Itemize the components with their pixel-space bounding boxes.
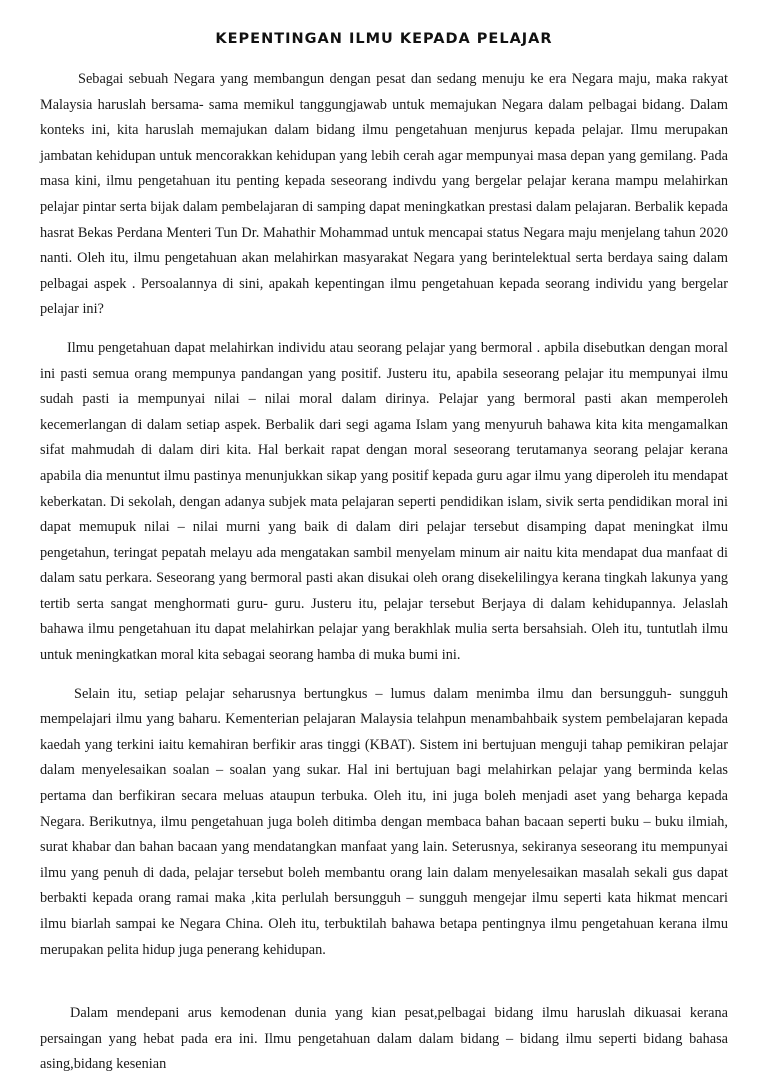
document-body [40,67,728,1078]
paragraph-1: Sebagai sebuah Negara yang membangun dengan pesat dan sedang menuju ke era Negara maju, maka rakyat Malaysia haruslah bersama- sama memikul tanggungjawab untuk memajukan Negara dalam pelbagai bidang. Dalam konteks ini, kita haruslah memajukan dalam bidang ilmu pengetahuan menjurus kepada pelajar. Ilmu merupakan jambatan kehidupan untuk mencorakkan kehidupan yang lebih cerah agar mempunyai masa depan yang gemilang. Pada masa kini, ilmu pengetahuan itu penting kepada seseorang indivdu yang bergelar pelajar kerana mampu melahirkan pelajar pintar serta bijak dalam pembelajaran di samping dapat meningkatkan prestasi dalam pelajaran. Berbalik kepada hasrat Bekas Perdana Menteri Tun Dr. Mahathir Mohammad untuk mencapai status Negara maju menjelang tahun 2020 nanti. Oleh itu, ilmu pengetahuan akan melahirkan masyarakat Negara yang berintelektual serta berdaya saing dalam pelbagai aspek . Persoalannya di sini, apakah kepentingan ilmu pengetahuan kepada seorang individu yang bergelar pelajar ini? [40,71,728,318]
paragraph-2: Ilmu pengetahuan dapat melahirkan individu atau seorang pelajar yang bermoral . apbila disebutkan dengan moral ini pasti semua orang mempunya pandangan yang positif. Justeru itu, apabila seseorang pelajar itu mempunyai ilmu sudah pasti ia mempunyai nilai – nilai moral dalam dirinya. Pelajar yang bermoral pasti akan memperoleh kecemerlangan di dalam setiap aspek. Berbalik dari segi agama Islam yang menyuruh bahawa kita kita mengamalkan sifat mahmudah di dalam diri kita. Hal berkait rapat dengan moral seseorang terutamanya seorang pelajar kerana apabila dia menuntut ilmu pastinya menunjukkan sikap yang positif kepada guru agar ilmu yang diperoleh itu mendapat keberkatan. Di sekolah, dengan adanya subjek mata pelajaran seperti pendidikan islam, sivik serta pendidikan moral ini dapat memupuk nilai – nilai murni yang baik di dalam diri pelajar tersebut disamping dapat meningkat ilmu pengetahun, teringat pepatah melayu ada mengatakan sambil menyelam minum air naitu kita mendapat dua manfaat di dalam satu perkara. Seseorang yang bermoral pasti akan disukai oleh orang disekelilingya kerana tingkah lakunya yang tertib serta sangat menghormati guru- guru. Justeru itu, pelajar tersebut Berjaya di dalam kehidupannya. Jelaslah bahawa ilmu pengetahuan itu dapat melahirkan pelajar yang berakhlak mulia serta bersahsiah. Oleh itu, tuntutlah ilmu untuk meningkatkan moral kita sebagai seorang hamba di muka bumi ini. [40,339,728,664]
paragraph-3: Selain itu, setiap pelajar seharusnya bertungkus – lumus dalam menimba ilmu dan bersungguh- sungguh mempelajari ilmu yang baharu. Kementerian pelajaran Malaysia telahpun menambahbaik system pembelajaran kepada kaedah yang terkini iaitu kemahiran berfikir aras tinggi (KBAT). Sistem ini bertujuan menguji tahap pemikiran pelajar dalam menyelesaikan soalan – soalan yang sukar. Hal ini bertujuan bagi melahirkan pelajar yang berminda kelas pertama dan berfikiran secara meluas ataupun terbuka. Oleh itu, ini juga boleh menjadi aset yang beharga kepada Negara. Berikutnya, ilmu pengetahuan juga boleh ditimba dengan membaca bahan bacaan seperti buku – buku ilmiah, surat khabar dan bahan bacaan yang mendatangkan manfaat yang lain. Seterusnya, sekiranya seseorang itu mempunyai ilmu yang penuh di dada, pelajar tersebut boleh membantu orang lain dalam menyelesaikan masalah sekali gus dapat berbakti kepada orang ramai maka ,kita perlulah bersungguh – sungguh mengejar ilmu seperti kata hikmat mencari ilmu biarlah sampai ke Negara China. Oleh itu, terbuktilah bahawa betapa pentingnya ilmu pengetahuan kerana ilmu merupakan pelita hidup juga penerang kehidupan. [40,685,728,958]
document-title: KEPENTINGAN ILMU KEPADA PELAJAR [215,31,553,47]
paragraph-4: Dalam mendepani arus kemodenan dunia yang kian pesat,pelbagai bidang ilmu haruslah dikuasai kerana persaingan yang hebat pada era ini. Ilmu pengetahuan dalam dalam bidang – bidang ilmu seperti bidang bahasa asing,bidang kesenian [40,1005,728,1073]
